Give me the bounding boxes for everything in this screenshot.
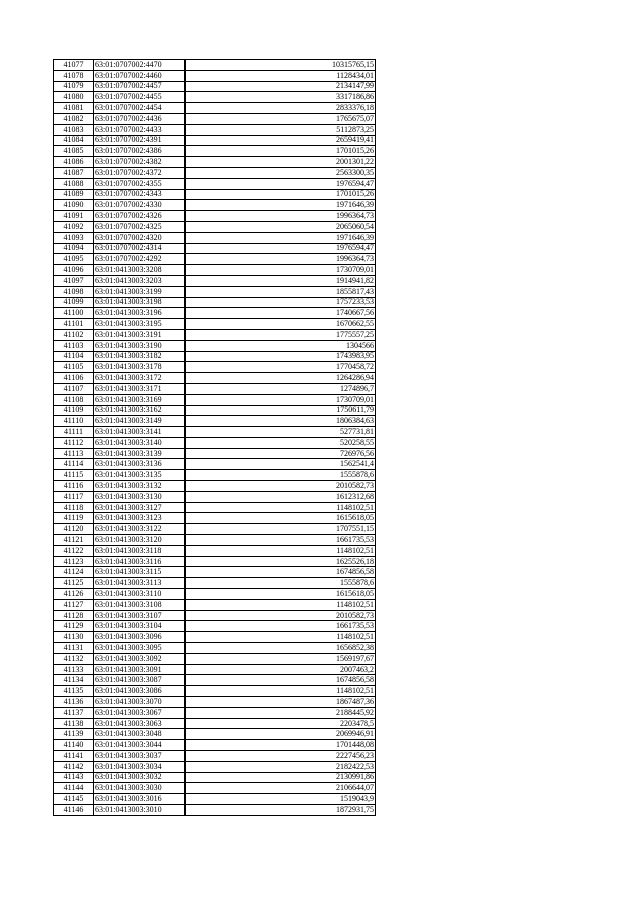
cadastral-number: 63:01:0413003:3196 bbox=[94, 308, 185, 319]
cadastral-value: 1674856,58 bbox=[185, 675, 376, 686]
row-number: 41083 bbox=[54, 124, 94, 135]
table-row bbox=[54, 70, 376, 81]
cadastral-number: 63:01:0413003:3115 bbox=[94, 567, 185, 578]
cadastral-value: 1625526,18 bbox=[185, 556, 376, 567]
cadastral-value: 2182422,53 bbox=[185, 761, 376, 772]
row-number: 41098 bbox=[54, 286, 94, 297]
cadastral-value: 5112873,25 bbox=[185, 124, 376, 135]
cadastral-number: 63:01:0707002:4433 bbox=[94, 124, 185, 135]
cadastral-value: 1730709,01 bbox=[185, 265, 376, 276]
cadastral-value: 1615618,05 bbox=[185, 513, 376, 524]
cadastral-number: 63:01:0413003:3107 bbox=[94, 610, 185, 621]
cadastral-number: 63:01:0413003:3169 bbox=[94, 394, 185, 405]
table-row bbox=[54, 200, 376, 211]
cadastral-value: 1806384,63 bbox=[185, 416, 376, 427]
table-row bbox=[54, 351, 376, 362]
cadastral-value: 1976594,47 bbox=[185, 178, 376, 189]
cadastral-number: 63:01:0707002:4372 bbox=[94, 167, 185, 178]
table-row bbox=[54, 297, 376, 308]
table-row bbox=[54, 751, 376, 762]
table-row bbox=[54, 265, 376, 276]
cadastral-number: 63:01:0707002:4382 bbox=[94, 157, 185, 168]
table-row bbox=[54, 535, 376, 546]
row-number: 41135 bbox=[54, 686, 94, 697]
row-number: 41123 bbox=[54, 556, 94, 567]
cadastral-value: 2833376,18 bbox=[185, 103, 376, 114]
cadastral-number: 63:01:0707002:4470 bbox=[94, 60, 185, 71]
table-row bbox=[54, 621, 376, 632]
row-number: 41084 bbox=[54, 135, 94, 146]
cadastral-value: 1996364,73 bbox=[185, 254, 376, 265]
cadastral-number: 63:01:0413003:3092 bbox=[94, 653, 185, 664]
row-number: 41090 bbox=[54, 200, 94, 211]
table-row bbox=[54, 221, 376, 232]
table-row bbox=[54, 329, 376, 340]
cadastral-number: 63:01:0413003:3122 bbox=[94, 524, 185, 535]
cadastral-number: 63:01:0707002:4460 bbox=[94, 70, 185, 81]
table-row bbox=[54, 632, 376, 643]
cadastral-value: 1701448,08 bbox=[185, 740, 376, 751]
cadastral-value: 1701015,26 bbox=[185, 189, 376, 200]
table-row bbox=[54, 610, 376, 621]
cadastral-number: 63:01:0413003:3116 bbox=[94, 556, 185, 567]
cadastral-value: 1971646,39 bbox=[185, 200, 376, 211]
cadastral-number: 63:01:0707002:4454 bbox=[94, 103, 185, 114]
row-number: 41100 bbox=[54, 308, 94, 319]
cadastral-value: 1656852,38 bbox=[185, 643, 376, 654]
row-number: 41128 bbox=[54, 610, 94, 621]
cadastral-number: 63:01:0707002:4292 bbox=[94, 254, 185, 265]
table-row bbox=[54, 103, 376, 114]
cadastral-value: 2203478,5 bbox=[185, 718, 376, 729]
row-number: 41140 bbox=[54, 740, 94, 751]
table-row bbox=[54, 729, 376, 740]
cadastral-number: 63:01:0413003:3104 bbox=[94, 621, 185, 632]
cadastral-number: 63:01:0413003:3190 bbox=[94, 340, 185, 351]
table-row bbox=[54, 707, 376, 718]
cadastral-number: 63:01:0413003:3171 bbox=[94, 383, 185, 394]
cadastral-value: 1707551,15 bbox=[185, 524, 376, 535]
table-row bbox=[54, 675, 376, 686]
row-number: 41092 bbox=[54, 221, 94, 232]
cadastral-number: 63:01:0413003:3120 bbox=[94, 535, 185, 546]
table-row bbox=[54, 211, 376, 222]
cadastral-number: 63:01:0707002:4391 bbox=[94, 135, 185, 146]
row-number: 41102 bbox=[54, 329, 94, 340]
cadastral-number: 63:01:0413003:3191 bbox=[94, 329, 185, 340]
row-number: 41077 bbox=[54, 60, 94, 71]
row-number: 41106 bbox=[54, 373, 94, 384]
row-number: 41137 bbox=[54, 707, 94, 718]
table-row bbox=[54, 686, 376, 697]
cadastral-value: 1750611,79 bbox=[185, 405, 376, 416]
cadastral-value: 2659419,41 bbox=[185, 135, 376, 146]
cadastral-value: 1996364,73 bbox=[185, 211, 376, 222]
table-row bbox=[54, 524, 376, 535]
table-row bbox=[54, 589, 376, 600]
cadastral-number: 63:01:0413003:3118 bbox=[94, 545, 185, 556]
row-number: 41118 bbox=[54, 502, 94, 513]
row-number: 41110 bbox=[54, 416, 94, 427]
row-number: 41103 bbox=[54, 340, 94, 351]
cadastral-value: 1661735,53 bbox=[185, 621, 376, 632]
row-number: 41087 bbox=[54, 167, 94, 178]
table-row bbox=[54, 340, 376, 351]
cadastral-number: 63:01:0413003:3203 bbox=[94, 275, 185, 286]
table-row bbox=[54, 502, 376, 513]
table-row bbox=[54, 545, 376, 556]
cadastral-value: 527731,81 bbox=[185, 427, 376, 438]
table-row bbox=[54, 189, 376, 200]
cadastral-number: 63:01:0413003:3030 bbox=[94, 783, 185, 794]
cadastral-value: 2563300,35 bbox=[185, 167, 376, 178]
table-row bbox=[54, 81, 376, 92]
table-row bbox=[54, 448, 376, 459]
row-number: 41080 bbox=[54, 92, 94, 103]
cadastral-number: 63:01:0413003:3095 bbox=[94, 643, 185, 654]
table-row bbox=[54, 394, 376, 405]
cadastral-number: 63:01:0413003:3162 bbox=[94, 405, 185, 416]
cadastral-value: 1615618,05 bbox=[185, 589, 376, 600]
cadastral-number: 63:01:0707002:4325 bbox=[94, 221, 185, 232]
table-row bbox=[54, 470, 376, 481]
row-number: 41091 bbox=[54, 211, 94, 222]
cadastral-number: 63:01:0413003:3139 bbox=[94, 448, 185, 459]
table-body bbox=[54, 60, 376, 816]
cadastral-value: 1775557,25 bbox=[185, 329, 376, 340]
table-row bbox=[54, 60, 376, 71]
table-row bbox=[54, 232, 376, 243]
cadastral-number: 63:01:0413003:3048 bbox=[94, 729, 185, 740]
table-row bbox=[54, 783, 376, 794]
cadastral-number: 63:01:0413003:3182 bbox=[94, 351, 185, 362]
cadastral-value: 1971646,39 bbox=[185, 232, 376, 243]
cadastral-value: 726976,56 bbox=[185, 448, 376, 459]
row-number: 41101 bbox=[54, 319, 94, 330]
cadastral-value: 1914941,82 bbox=[185, 275, 376, 286]
cadastral-value: 1730709,01 bbox=[185, 394, 376, 405]
cadastral-number: 63:01:0413003:3141 bbox=[94, 427, 185, 438]
cadastral-value: 1770458,72 bbox=[185, 362, 376, 373]
row-number: 41144 bbox=[54, 783, 94, 794]
cadastral-value: 2001301,22 bbox=[185, 157, 376, 168]
row-number: 41131 bbox=[54, 643, 94, 654]
cadastral-value: 1855817,43 bbox=[185, 286, 376, 297]
table-row bbox=[54, 427, 376, 438]
table-row bbox=[54, 643, 376, 654]
table-row bbox=[54, 481, 376, 492]
row-number: 41108 bbox=[54, 394, 94, 405]
row-number: 41097 bbox=[54, 275, 94, 286]
table-row bbox=[54, 697, 376, 708]
table-row bbox=[54, 92, 376, 103]
cadastral-value: 1612312,68 bbox=[185, 491, 376, 502]
cadastral-number: 63:01:0413003:3091 bbox=[94, 664, 185, 675]
row-number: 41146 bbox=[54, 804, 94, 815]
row-number: 41145 bbox=[54, 794, 94, 805]
cadastral-value: 1148102,51 bbox=[185, 502, 376, 513]
row-number: 41142 bbox=[54, 761, 94, 772]
table-row bbox=[54, 286, 376, 297]
row-number: 41096 bbox=[54, 265, 94, 276]
cadastral-value: 2010582,73 bbox=[185, 610, 376, 621]
table-row bbox=[54, 513, 376, 524]
table-row bbox=[54, 653, 376, 664]
cadastral-number: 63:01:0413003:3149 bbox=[94, 416, 185, 427]
row-number: 41132 bbox=[54, 653, 94, 664]
cadastral-number: 63:01:0413003:3172 bbox=[94, 373, 185, 384]
row-number: 41082 bbox=[54, 113, 94, 124]
cadastral-value: 1519043,9 bbox=[185, 794, 376, 805]
cadastral-value: 1148102,51 bbox=[185, 545, 376, 556]
cadastral-number: 63:01:0413003:3195 bbox=[94, 319, 185, 330]
table-row bbox=[54, 167, 376, 178]
cadastral-number: 63:01:0707002:4326 bbox=[94, 211, 185, 222]
cadastral-value: 1148102,51 bbox=[185, 632, 376, 643]
cadastral-value: 2188445,92 bbox=[185, 707, 376, 718]
table-row bbox=[54, 135, 376, 146]
cadastral-number: 63:01:0413003:3178 bbox=[94, 362, 185, 373]
row-number: 41114 bbox=[54, 459, 94, 470]
cadastral-value: 3317186,86 bbox=[185, 92, 376, 103]
cadastral-number: 63:01:0707002:4455 bbox=[94, 92, 185, 103]
table-row bbox=[54, 373, 376, 384]
data-table bbox=[53, 59, 376, 816]
row-number: 41129 bbox=[54, 621, 94, 632]
table-row bbox=[54, 437, 376, 448]
row-number: 41089 bbox=[54, 189, 94, 200]
cadastral-number: 63:01:0413003:3032 bbox=[94, 772, 185, 783]
row-number: 41086 bbox=[54, 157, 94, 168]
cadastral-value: 1743983,95 bbox=[185, 351, 376, 362]
table-row bbox=[54, 740, 376, 751]
table-row bbox=[54, 319, 376, 330]
cadastral-number: 63:01:0413003:3136 bbox=[94, 459, 185, 470]
row-number: 41138 bbox=[54, 718, 94, 729]
cadastral-value: 1304566 bbox=[185, 340, 376, 351]
table-row bbox=[54, 308, 376, 319]
table-row bbox=[54, 567, 376, 578]
cadastral-number: 63:01:0413003:3034 bbox=[94, 761, 185, 772]
row-number: 41119 bbox=[54, 513, 94, 524]
cadastral-value: 2227456,23 bbox=[185, 751, 376, 762]
cadastral-value: 1740667,56 bbox=[185, 308, 376, 319]
cadastral-number: 63:01:0413003:3108 bbox=[94, 599, 185, 610]
cadastral-number: 63:01:0413003:3087 bbox=[94, 675, 185, 686]
cadastral-number: 63:01:0413003:3135 bbox=[94, 470, 185, 481]
cadastral-value: 1148102,51 bbox=[185, 599, 376, 610]
cadastral-number: 63:01:0413003:3070 bbox=[94, 697, 185, 708]
table-row bbox=[54, 254, 376, 265]
cadastral-value: 1670662,55 bbox=[185, 319, 376, 330]
cadastral-value: 1569197,67 bbox=[185, 653, 376, 664]
cadastral-value: 2010582,73 bbox=[185, 481, 376, 492]
table-row bbox=[54, 664, 376, 675]
cadastral-value: 1872931,75 bbox=[185, 804, 376, 815]
row-number: 41095 bbox=[54, 254, 94, 265]
cadastral-number: 63:01:0707002:4343 bbox=[94, 189, 185, 200]
row-number: 41143 bbox=[54, 772, 94, 783]
cadastral-value: 2130991,86 bbox=[185, 772, 376, 783]
cadastral-number: 63:01:0413003:3198 bbox=[94, 297, 185, 308]
cadastral-value: 2007463,2 bbox=[185, 664, 376, 675]
row-number: 41126 bbox=[54, 589, 94, 600]
table-row bbox=[54, 146, 376, 157]
cadastral-value: 520258,55 bbox=[185, 437, 376, 448]
cadastral-value: 1128434,01 bbox=[185, 70, 376, 81]
cadastral-value: 1562541,4 bbox=[185, 459, 376, 470]
row-number: 41141 bbox=[54, 751, 94, 762]
row-number: 41133 bbox=[54, 664, 94, 675]
row-number: 41120 bbox=[54, 524, 94, 535]
row-number: 41121 bbox=[54, 535, 94, 546]
cadastral-number: 63:01:0707002:4436 bbox=[94, 113, 185, 124]
cadastral-value: 2106644,07 bbox=[185, 783, 376, 794]
row-number: 41078 bbox=[54, 70, 94, 81]
cadastral-value: 1274896,7 bbox=[185, 383, 376, 394]
cadastral-number: 63:01:0413003:3132 bbox=[94, 481, 185, 492]
row-number: 41104 bbox=[54, 351, 94, 362]
row-number: 41122 bbox=[54, 545, 94, 556]
table-row bbox=[54, 383, 376, 394]
cadastral-value: 1148102,51 bbox=[185, 686, 376, 697]
cadastral-number: 63:01:0413003:3208 bbox=[94, 265, 185, 276]
cadastral-number: 63:01:0413003:3086 bbox=[94, 686, 185, 697]
table-row bbox=[54, 178, 376, 189]
table-row bbox=[54, 578, 376, 589]
row-number: 41085 bbox=[54, 146, 94, 157]
cadastral-value: 2065060,54 bbox=[185, 221, 376, 232]
row-number: 41109 bbox=[54, 405, 94, 416]
cadastral-number: 63:01:0413003:3140 bbox=[94, 437, 185, 448]
row-number: 41134 bbox=[54, 675, 94, 686]
row-number: 41105 bbox=[54, 362, 94, 373]
cadastral-number: 63:01:0413003:3110 bbox=[94, 589, 185, 600]
table-row bbox=[54, 124, 376, 135]
cadastral-number: 63:01:0413003:3096 bbox=[94, 632, 185, 643]
cadastral-number: 63:01:0707002:4355 bbox=[94, 178, 185, 189]
cadastral-number: 63:01:0413003:3127 bbox=[94, 502, 185, 513]
cadastral-number: 63:01:0413003:3199 bbox=[94, 286, 185, 297]
table-row bbox=[54, 761, 376, 772]
cadastral-value: 10315765,15 bbox=[185, 60, 376, 71]
table-row bbox=[54, 718, 376, 729]
cadastral-number: 63:01:0413003:3067 bbox=[94, 707, 185, 718]
row-number: 41136 bbox=[54, 697, 94, 708]
cadastral-value: 1757233,53 bbox=[185, 297, 376, 308]
cadastral-number: 63:01:0413003:3010 bbox=[94, 804, 185, 815]
cadastral-number: 63:01:0413003:3130 bbox=[94, 491, 185, 502]
table-row bbox=[54, 794, 376, 805]
row-number: 41093 bbox=[54, 232, 94, 243]
row-number: 41127 bbox=[54, 599, 94, 610]
cadastral-number: 63:01:0413003:3113 bbox=[94, 578, 185, 589]
row-number: 41130 bbox=[54, 632, 94, 643]
row-number: 41124 bbox=[54, 567, 94, 578]
cadastral-number: 63:01:0413003:3016 bbox=[94, 794, 185, 805]
table-row bbox=[54, 275, 376, 286]
row-number: 41115 bbox=[54, 470, 94, 481]
row-number: 41099 bbox=[54, 297, 94, 308]
cadastral-value: 1976594,47 bbox=[185, 243, 376, 254]
cadastral-value: 1264286,94 bbox=[185, 373, 376, 384]
cadastral-number: 63:01:0707002:4386 bbox=[94, 146, 185, 157]
cadastral-number: 63:01:0413003:3037 bbox=[94, 751, 185, 762]
cadastral-value: 2069946,91 bbox=[185, 729, 376, 740]
cadastral-value: 2134147,99 bbox=[185, 81, 376, 92]
table-row bbox=[54, 157, 376, 168]
row-number: 41079 bbox=[54, 81, 94, 92]
cadastral-number: 63:01:0413003:3123 bbox=[94, 513, 185, 524]
cadastral-number: 63:01:0707002:4330 bbox=[94, 200, 185, 211]
row-number: 41081 bbox=[54, 103, 94, 114]
cadastral-number: 63:01:0707002:4457 bbox=[94, 81, 185, 92]
table-row bbox=[54, 772, 376, 783]
table-row bbox=[54, 113, 376, 124]
row-number: 41125 bbox=[54, 578, 94, 589]
cadastral-value: 1661735,53 bbox=[185, 535, 376, 546]
cadastral-value: 1701015,26 bbox=[185, 146, 376, 157]
cadastral-number: 63:01:0707002:4314 bbox=[94, 243, 185, 254]
cadastral-value: 1867487,36 bbox=[185, 697, 376, 708]
cadastral-value: 1555878,6 bbox=[185, 578, 376, 589]
cadastral-value: 1765675,07 bbox=[185, 113, 376, 124]
row-number: 41107 bbox=[54, 383, 94, 394]
cadastral-number: 63:01:0413003:3044 bbox=[94, 740, 185, 751]
table-row bbox=[54, 405, 376, 416]
table-row bbox=[54, 416, 376, 427]
cadastral-number: 63:01:0707002:4320 bbox=[94, 232, 185, 243]
row-number: 41139 bbox=[54, 729, 94, 740]
cadastral-value: 1555878,6 bbox=[185, 470, 376, 481]
cadastral-number: 63:01:0413003:3063 bbox=[94, 718, 185, 729]
row-number: 41117 bbox=[54, 491, 94, 502]
row-number: 41112 bbox=[54, 437, 94, 448]
table-row bbox=[54, 556, 376, 567]
cadastral-value: 1674856,58 bbox=[185, 567, 376, 578]
row-number: 41094 bbox=[54, 243, 94, 254]
row-number: 41088 bbox=[54, 178, 94, 189]
row-number: 41113 bbox=[54, 448, 94, 459]
table-row bbox=[54, 491, 376, 502]
table-row bbox=[54, 362, 376, 373]
table-row bbox=[54, 804, 376, 815]
table-row bbox=[54, 243, 376, 254]
table-row bbox=[54, 599, 376, 610]
row-number: 41116 bbox=[54, 481, 94, 492]
row-number: 41111 bbox=[54, 427, 94, 438]
table-row bbox=[54, 459, 376, 470]
